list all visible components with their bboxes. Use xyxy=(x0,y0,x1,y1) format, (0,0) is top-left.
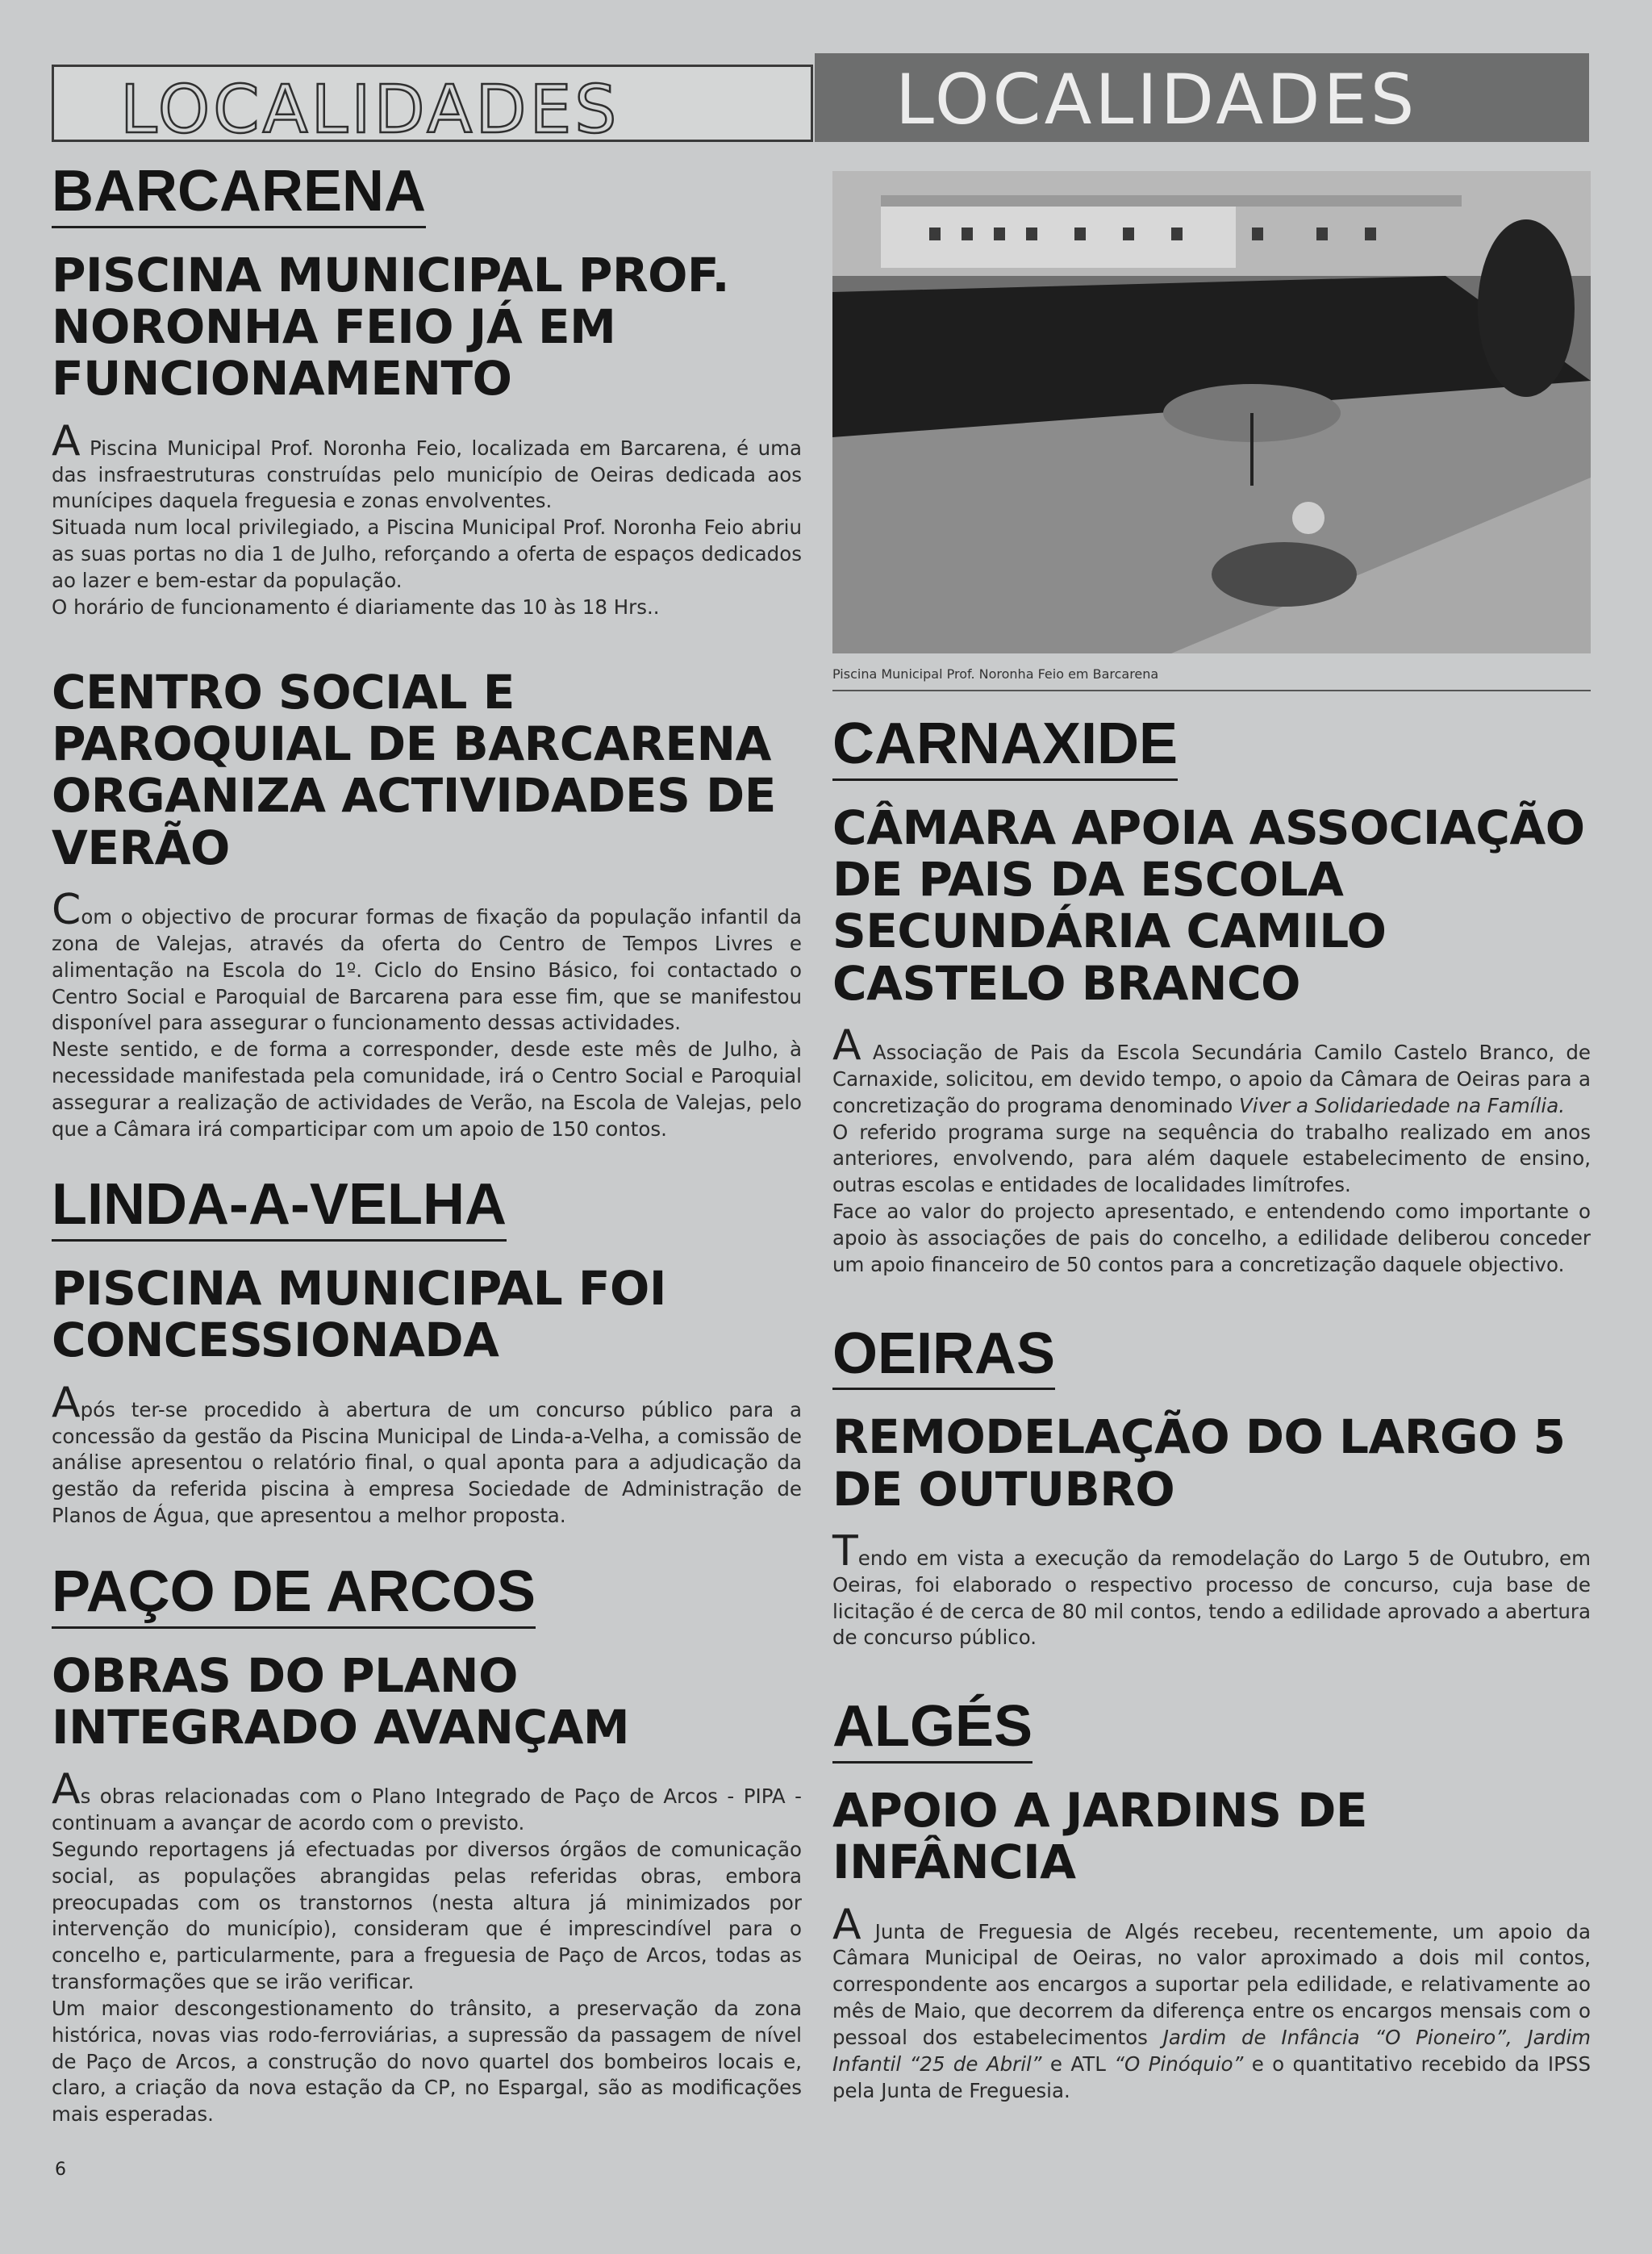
header-left-box xyxy=(52,65,813,148)
paragraph: Segundo reportagens já efectuadas por diversos órgãos de comunicação social, as populações abrangidas pelas referidas obras, embora preocupadas com os transtornos (nesta altura já minimizados por intervenção do município), consideram que é imprescindível para o concelho e, particularmente, para a freguesia de Paço de Arcos, todas as transformações que se irão verificar. xyxy=(52,1837,802,1994)
paragraph: e o quantitativo recebido da IPSS pela Junta de Freguesia. xyxy=(832,2052,1591,2102)
section-oeiras xyxy=(832,1321,1591,1652)
paragraph: Um maior descongestionamento do trânsito, a preservação da zona histórica, novas vias rodo-ferroviárias, a supressão da passagem de nível de Paço de Arcos, a construção do novo quartel dos bombeiros locais e, claro, a criação da nova estação da CP, no Espargal, são as modificações mais esperadas. xyxy=(52,1996,802,2127)
drop-cap: A xyxy=(52,416,81,465)
pool-photo xyxy=(832,171,1591,653)
place-title-linda-a-velha: LINDA-A-VELHA xyxy=(52,1175,507,1242)
place-title-barcarena: BARCARENA xyxy=(52,161,426,228)
article-body-barcarena xyxy=(52,416,802,621)
drop-cap: A xyxy=(832,1900,861,1949)
divider xyxy=(832,690,1591,691)
atl-name: “O Pinóquio” xyxy=(1114,2052,1244,2076)
paragraph: Junta de Freguesia de Algés recebeu, recentemente, um apoio da Câmara Municipal de Oeiras, no valor aproximado a dois mil contos, correspondente aos encargos a suportar pela edilidade, e relativamente ao mês de Maio, que decorrem da diferença entre os encargos mensais com o pessoal dos estabelecimentos xyxy=(832,1919,1591,2049)
article-body-paco xyxy=(52,1765,802,2128)
headline-plano-integrado: OBRAS DO PLANO INTEGRADO AVANÇAM xyxy=(52,1647,630,1755)
drop-cap: A xyxy=(832,1021,861,1071)
article-body-carnaxide xyxy=(832,1021,1591,1278)
paragraph: endo em vista a execução da remodelação do Largo 5 de Outubro, em Oeiras, foi elaborado o respectivo processo de concurso, cuja base de licitação é de cerca de 80 mil contos, tendo a edilidade aprovado a abertura de concurso público. xyxy=(832,1546,1591,1650)
drop-cap: T xyxy=(832,1526,858,1576)
section-linda-a-velha xyxy=(52,1172,802,1529)
paragraph: O referido programa surge na sequência do trabalho realizado em anos anteriores, envolvendo, para além daquele estabelecimento de ensino, outras escolas e entidades de localidades limítrofes. xyxy=(832,1120,1591,1197)
header-right-title: LOCALIDADES xyxy=(895,60,1418,140)
pool-photo-illustration xyxy=(832,171,1591,653)
paragraph: s obras relacionadas com o Plano Integrado de Paço de Arcos - PIPA - continuam a avançar de acordo com o previsto. xyxy=(52,1784,802,1835)
place-title-carnaxide: CARNAXIDE xyxy=(832,714,1178,781)
article-body-oeiras xyxy=(832,1526,1591,1651)
paragraph: om o objectivo de procurar formas de fixação da população infantil da zona de Valejas, através da oferta do Centro de Tempos Livres e alimentação na Escola do 1º. Ciclo do Ensino Básico, foi contactado o Centro Social e Paroquial de Barcarena para esse fim, que se manifestou disponível para assegurar o funcionamento dessas actividades. xyxy=(52,905,802,1035)
section-centro-social xyxy=(52,666,802,1143)
header-left-title: LOCALIDADES xyxy=(120,72,620,148)
article-body-centro-social xyxy=(52,886,802,1142)
drop-cap: C xyxy=(52,886,81,935)
article-body-alges xyxy=(832,1900,1591,2105)
place-title-oeiras: OEIRAS xyxy=(832,1324,1055,1391)
headline-centro-social: CENTRO SOCIAL E PAROQUIAL DE BARCARENA ORGANIZA ACTIVIDADES DE VERÃO xyxy=(52,664,776,875)
section-alges xyxy=(832,1694,1591,2104)
headline-largo-5-outubro: REMODELAÇÃO DO LARGO 5 DE OUTUBRO xyxy=(832,1409,1566,1517)
paragraph: Piscina Municipal Prof. Noronha Feio, localizada em Barcarena, é uma das insfraestruturas construídas pelo município de Oeiras dedicada aos munícipes daquela freguesia e zonas envolventes. xyxy=(52,436,802,513)
headline-piscina-barcarena: PISCINA MUNICIPAL PROF. NORONHA FEIO JÁ EM FUNCIONAMENTO xyxy=(52,247,730,407)
right-column xyxy=(832,171,1591,2136)
photo-caption: Piscina Municipal Prof. Noronha Feio em Barcarena xyxy=(832,666,1159,682)
headline-piscina-linda: PISCINA MUNICIPAL FOI CONCESSIONADA xyxy=(52,1261,666,1368)
article-body-linda xyxy=(52,1378,802,1530)
paragraph: O horário de funcionamento é diariamente das 10 às 18 Hrs.. xyxy=(52,595,660,619)
school-names: Jardim de Infância “O Pioneiro”, Jardim Infantil “25 de Abril” xyxy=(832,2025,1591,2076)
left-column xyxy=(52,161,802,2160)
paragraph: Situada num local privilegiado, a Piscina Municipal Prof. Noronha Feio abriu as suas portas no dia 1 de Julho, reforçando a oferta de espaços dedicados ao lazer e bem-estar da população. xyxy=(52,515,802,592)
paragraph: Face ao valor do projecto apresentado, e entendendo como importante o apoio às associações de pais do concelho, a edilidade deliberou conceder um apoio financeiro de 50 contos para a concretização daquele objectivo. xyxy=(832,1200,1591,1276)
page-number: 6 xyxy=(55,2160,66,2180)
drop-cap: A xyxy=(52,1378,81,1427)
paragraph: Neste sentido, e de forma a corresponder, desde este mês de Julho, à necessidade manifestada pela comunidade, irá o Centro Social e Paroquial assegurar a realização de actividades de Verão, na Escola de Valejas, pelo que a Câmara irá comparticipar com um apoio de 150 contos. xyxy=(52,1037,802,1141)
section-barcarena xyxy=(52,161,802,621)
headline-jardins-infancia: APOIO A JARDINS DE INFÂNCIA xyxy=(832,1782,1367,1890)
section-carnaxide xyxy=(832,714,1591,1279)
paragraph: e ATL xyxy=(1041,2052,1115,2076)
paragraph: Associação de Pais da Escola Secundária Camilo Castelo Branco, de Carnaxide, solicitou, em devido tempo, o apoio da Câmara de Oeiras para a concretização do programa denominado xyxy=(832,1041,1591,1117)
headline-associacao-pais: CÂMARA APOIA ASSOCIAÇÃO DE PAIS DA ESCOLA SECUNDÁRIA CAMILO CASTELO BRANCO xyxy=(832,799,1585,1011)
place-title-paco-de-arcos: PAÇO DE ARCOS xyxy=(52,1562,536,1629)
paragraph: pós ter-se procedido à abertura de um concurso público para a concessão da gestão da Piscina Municipal de Linda-a-Velha, a comissão de análise apresentou o relatório final, o qual aponta para a adjudicação da gestão da referida piscina à empresa Sociedade de Administração de Planos de Água, que apresentou a melhor proposta. xyxy=(52,1397,802,1528)
programme-name: Viver a Solidariedade na Família. xyxy=(1239,1093,1565,1117)
drop-cap: A xyxy=(52,1765,81,1814)
header-right-box xyxy=(815,53,1589,142)
section-paco-de-arcos xyxy=(52,1559,802,2128)
place-title-alges: ALGÉS xyxy=(832,1697,1032,1764)
